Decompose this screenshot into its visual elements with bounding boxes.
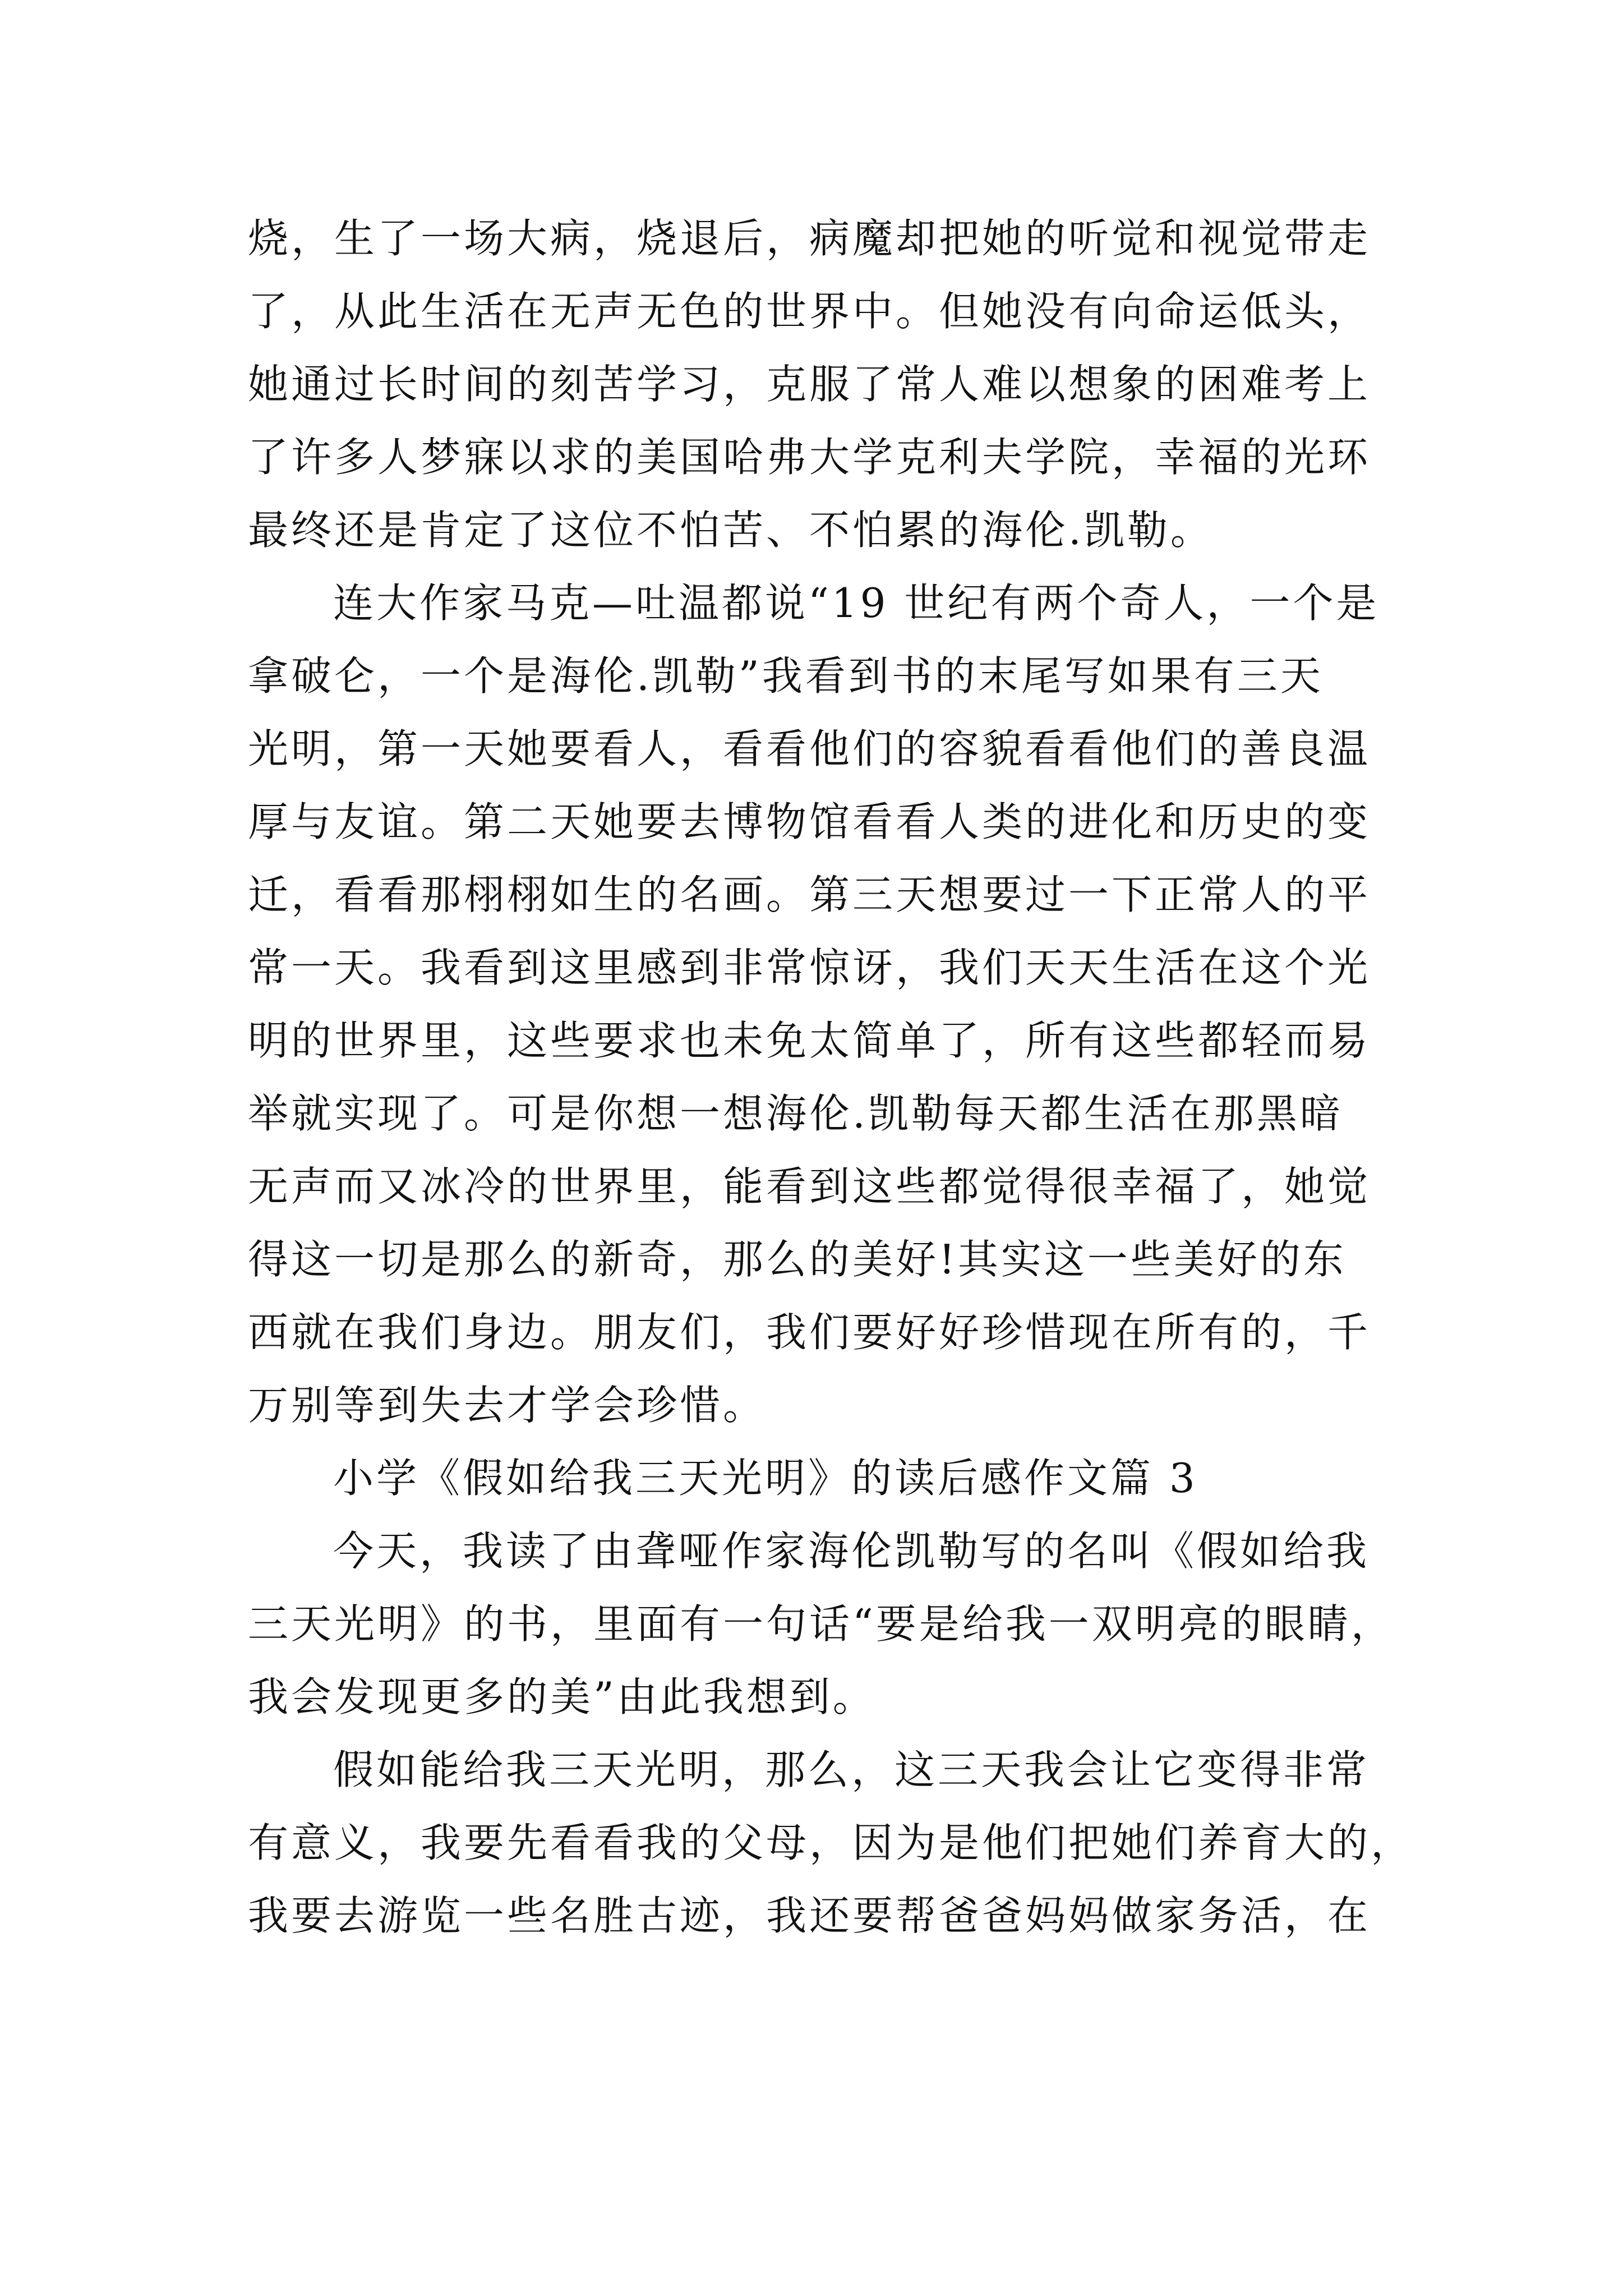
text-line: 最终还是肯定了这位不怕苦、不怕累的海伦.凯勒。 bbox=[248, 507, 1214, 554]
paragraph-continuation bbox=[248, 202, 1386, 567]
text-line: 明的世界里，这些要求也未免太简单了，所有这些都轻而易 bbox=[248, 1017, 1371, 1064]
text-line: 烧，生了一场大病，烧退后，病魔却把她的听觉和视觉带走 bbox=[248, 215, 1371, 262]
document-body bbox=[248, 202, 1414, 1952]
text-line: 万别等到失去才学会珍惜。 bbox=[248, 1382, 767, 1429]
text-line: 得这一切是那么的新奇，那么的美好!其实这一些美好的东 bbox=[248, 1236, 1347, 1283]
text-line: 了许多人梦寐以求的美国哈弗大学克利夫学院，幸福的光环 bbox=[248, 434, 1371, 481]
text-line: 拿破仑，一个是海伦.凯勒”我看到书的末尾写如果有三天 bbox=[248, 652, 1324, 700]
paragraph-today bbox=[248, 1515, 1394, 1733]
text-line: 举就实现了。可是你想一想海伦.凯勒每天都生活在那黑暗 bbox=[248, 1090, 1343, 1137]
text-line: 她通过长时间的刻苦学习，克服了常人难以想象的困难考上 bbox=[248, 361, 1371, 408]
text-line: 有意义，我要先看看我的父母，因为是他们把她们养育大的， bbox=[248, 1819, 1414, 1866]
text-line: 连大作家马克—吐温都说“19 世纪有两个奇人，一个是 bbox=[333, 579, 1380, 627]
text-line: 了，从此生活在无声无色的世界中。但她没有向命运低头， bbox=[248, 288, 1371, 335]
section-heading bbox=[248, 1442, 1386, 1515]
text-line: 光明，第一天她要看人，看看他们的容貌看看他们的善良温 bbox=[248, 725, 1371, 772]
text-line: 我会发现更多的美”由此我想到。 bbox=[248, 1673, 876, 1720]
text-line: 常一天。我看到这里感到非常惊讶，我们天天生活在这个光 bbox=[248, 944, 1371, 991]
text-line: 三天光明》的书，里面有一句话“要是给我一双明亮的眼睛， bbox=[248, 1600, 1394, 1648]
text-line: 假如能给我三天光明，那么，这三天我会让它变得非常 bbox=[333, 1746, 1370, 1793]
paragraph-mark-twain bbox=[248, 567, 1386, 1442]
paragraph-three-days bbox=[248, 1733, 1414, 1952]
text-line: 迁，看看那栩栩如生的名画。第三天想要过一下正常人的平 bbox=[248, 871, 1371, 918]
text-line: 厚与友谊。第二天她要去博物馆看看人类的进化和历史的变 bbox=[248, 798, 1371, 845]
text-line: 西就在我们身边。朋友们，我们要好好珍惜现在所有的，千 bbox=[248, 1309, 1371, 1356]
text-line: 无声而又冰冷的世界里，能看到这些都觉得很幸福了，她觉 bbox=[248, 1163, 1371, 1210]
text-line: 今天，我读了由聋哑作家海伦凯勒写的名叫《假如给我 bbox=[333, 1527, 1370, 1575]
section-heading-text: 小学《假如给我三天光明》的读后感作文篇 3 bbox=[333, 1455, 1198, 1502]
text-line: 我要去游览一些名胜古迹，我还要帮爸爸妈妈做家务活，在 bbox=[248, 1892, 1371, 1939]
